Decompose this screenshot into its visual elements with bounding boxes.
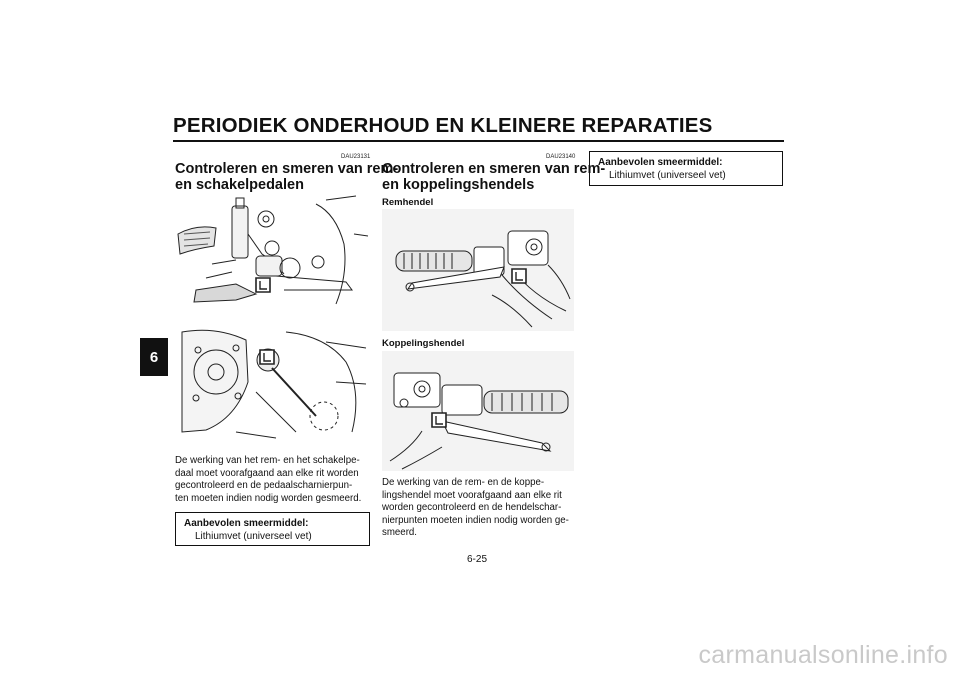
section-heading-middle-line1: Controleren en smeren van rem- [382, 161, 606, 177]
body-text-left [175, 455, 369, 505]
body-line: De werking van het rem- en het schakelpe- [175, 455, 360, 466]
page-number: 6-25 [467, 554, 488, 565]
body-line: nierpunten moeten indien nodig worden ge- [382, 514, 569, 526]
section-heading-left-line2: en schakelpedalen [175, 177, 304, 193]
lubricant-box-right [589, 151, 783, 186]
clutch-lever-label: Koppelingshendel [382, 338, 465, 349]
clutch-lever-illustration [382, 351, 574, 471]
shift-pedal-illustration [176, 322, 370, 446]
lubricant-label: Aanbevolen smeermiddel: [184, 518, 309, 529]
section-heading-left-line1: Controleren en smeren van rem- [175, 161, 399, 177]
brake-pedal-illustration [176, 194, 370, 316]
section-heading-middle-line2: en koppelingshendels [382, 177, 535, 193]
body-line: daal moet voorafgaand aan elke rit worden [175, 467, 359, 479]
brake-lever-label: Remhendel [382, 197, 434, 208]
lubricant-value: Lithiumvet (universeel vet) [609, 169, 726, 181]
body-line: worden gecontroleerd en de hendelschar- [382, 502, 562, 514]
section-code-left: DAU23131 [341, 154, 371, 160]
lubricant-label: Aanbevolen smeermiddel: [598, 157, 723, 168]
section-code-middle: DAU23140 [546, 154, 576, 160]
lubricant-value: Lithiumvet (universeel vet) [195, 530, 312, 542]
body-line: smeerd. [382, 527, 417, 539]
watermark: carmanualsonline.info [698, 641, 948, 669]
brake-lever-illustration [382, 209, 574, 331]
body-line: De werking van de rem- en de koppe- [382, 477, 545, 488]
page-title: PERIODIEK ONDERHOUD EN KLEINERE REPARATIES [173, 114, 713, 137]
body-line: ten moeten indien nodig worden gesmeerd. [175, 492, 362, 504]
body-line: lingshendel moet voorafgaand aan elke rit [382, 489, 562, 501]
chapter-tab: 6 [140, 338, 168, 376]
lubricant-box-left [175, 512, 370, 546]
body-line: gecontroleerd en de pedaalscharnierpun- [175, 480, 353, 492]
header-rule [173, 140, 784, 142]
body-text-middle [382, 477, 574, 540]
